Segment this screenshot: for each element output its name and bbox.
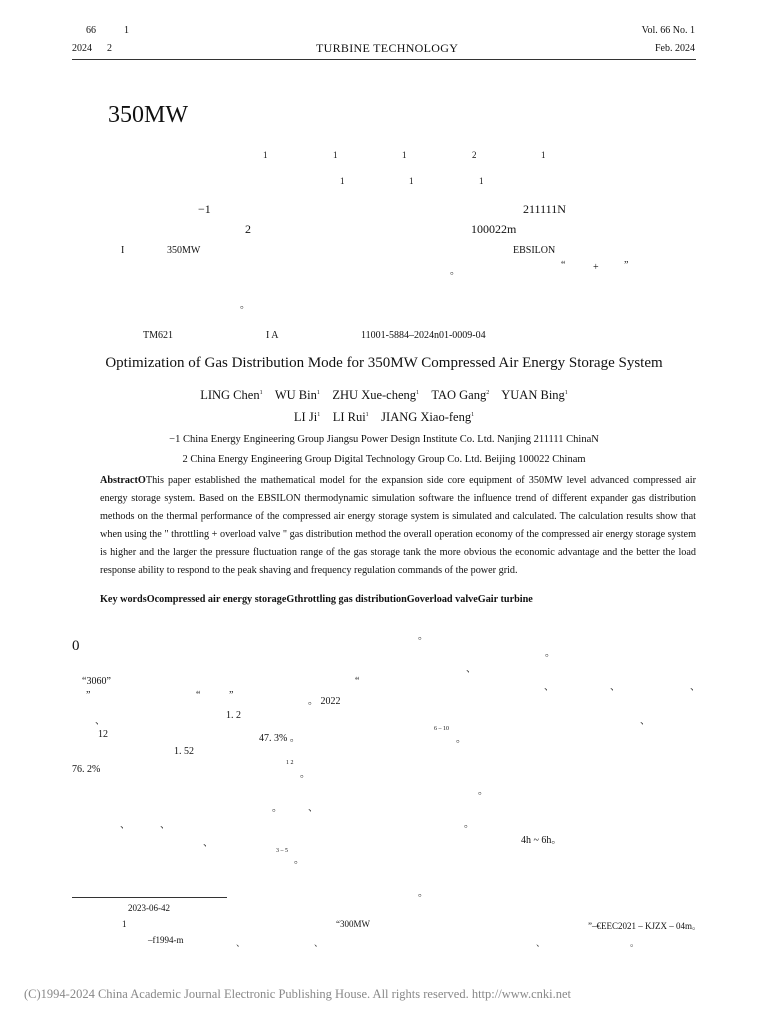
cn-affil-prefix: −1: [198, 202, 211, 216]
cn-author-sup: 1: [340, 176, 345, 186]
author-sup: 1: [316, 390, 320, 396]
body-frag: “: [355, 676, 360, 687]
author-name: ZHU Xue-cheng: [332, 388, 417, 402]
body-frag: “3060”: [82, 676, 111, 687]
header-rule: [72, 59, 696, 60]
author-sup: 1: [416, 390, 420, 396]
body-frag: 、: [95, 716, 105, 727]
en-affiliation-2: 2 China Energy Engineering Group Digital Technology Group Co. Ltd. Beijing 100022 Chinam: [182, 454, 586, 465]
footnote-born: –f1994-m: [148, 935, 184, 945]
footnote-frag: 、: [236, 938, 246, 948]
cn-abstract-frag: ”: [624, 260, 629, 271]
cn-author-sup: 1: [541, 150, 546, 160]
body-frag: 。 2022: [308, 696, 341, 707]
cn-abstract-frag: “: [561, 260, 566, 271]
body-frag: 、: [203, 838, 213, 849]
en-affiliation-1: −1 China Energy Engineering Group Jiangsu Power Design Institute Co. Ltd. Nanjing 211111 ChinaN: [169, 434, 599, 445]
author-name: LING Chen: [200, 388, 260, 402]
body-frag: “: [196, 690, 201, 701]
cn-author-sup: 1: [409, 176, 414, 186]
cn-author-sup: 1: [402, 150, 407, 160]
en-abstract: [100, 472, 696, 580]
abstract-label: AbstractO: [100, 475, 146, 486]
section-number: 0: [72, 638, 80, 654]
author-sup: 2: [486, 390, 490, 396]
cn-affil-num2: 2: [245, 222, 251, 236]
body-frag: 、: [308, 803, 318, 814]
footnote-project-code: ”–€EEC2021 – KJZX – 04m。: [588, 921, 701, 931]
cn-affil-postal2: 100022m: [471, 222, 517, 236]
cn-author-sup: 1: [479, 176, 484, 186]
body-frag: 。: [456, 734, 466, 745]
body-frag: 。: [545, 648, 555, 659]
cn-author-sup: 1: [263, 150, 268, 160]
footnote-frag: 、: [536, 938, 546, 948]
body-frag: 4h ~ 6h。: [521, 835, 562, 846]
footnote-num: 1: [122, 919, 127, 929]
en-authors-line2: [0, 410, 768, 425]
citation-ref: 3 – 5: [276, 848, 288, 854]
author-sup: 1: [564, 390, 568, 396]
journal-name: TURBINE TECHNOLOGY: [316, 41, 459, 55]
abstract-text: This paper established the mathematical model for the expansion side core equipment of 350MW level advanced compressed air energy storage system. Based on the EBSILON thermodynamic simulation software the influence trend of different expander gas distribution methods on the thermal performance of the compressed air energy storage system is simulated and calculated. The calculation results show that when using the " throttling + overload valve " gas distribution method the overall operation economy of the compressed air energy storage system is higher and the larger the pressure fluctuation range of the gas storage tank the more obvious the economic advantage and the better the load response ability to respond to the peak shaving and frequency regulation commands of the power grid.: [100, 475, 696, 576]
clc-number: TM621: [143, 330, 173, 341]
footnote-project: “300MW: [336, 919, 370, 929]
author-sup: 1: [259, 390, 263, 396]
footnote-rule: [72, 897, 227, 898]
body-frag: 。: [294, 855, 304, 866]
keywords-text: compressed air energy storageGthrottling gas distributionGoverload valveGair turbine: [154, 594, 533, 605]
document-code: I A: [266, 330, 279, 341]
footnote-frag: 、: [314, 938, 324, 948]
cn-abstract-frag: 350MW: [167, 245, 201, 256]
body-frag: 、: [640, 716, 650, 727]
author-name: LI Rui: [332, 410, 366, 424]
body-frag: 、: [610, 682, 620, 693]
body-frag: 47. 3% 。: [259, 733, 300, 744]
body-frag: 。: [464, 819, 474, 830]
footnote-frag: 。: [630, 938, 640, 948]
header-date-en: Feb. 2024: [655, 43, 695, 54]
en-authors-line1: [0, 388, 768, 403]
author-name: LI Ji: [293, 410, 318, 424]
body-frag: 。: [300, 769, 310, 780]
cn-title: 350MW: [108, 102, 188, 128]
body-frag: ”: [86, 690, 91, 701]
body-frag: 。: [272, 803, 282, 814]
body-frag: 、: [160, 820, 170, 831]
header-year: 2024: [72, 43, 92, 54]
body-frag: 、: [544, 682, 554, 693]
footnote-date: 2023-06-42: [128, 903, 170, 913]
body-frag: 、: [466, 664, 476, 675]
header-month: 2: [107, 43, 112, 54]
en-title: Optimization of Gas Distribution Mode for 350MW Compressed Air Energy Storage System: [105, 355, 663, 371]
citation-ref: 6 – 10: [434, 726, 449, 732]
body-frag: ”: [229, 690, 234, 701]
body-frag: 。: [418, 888, 428, 899]
body-frag: 12: [98, 729, 108, 740]
body-frag: 。: [418, 631, 428, 642]
cn-abstract-frag: I: [121, 245, 125, 256]
body-frag: 1. 52: [174, 746, 194, 757]
cn-author-sup: 2: [472, 150, 477, 160]
body-frag: 、: [120, 820, 130, 831]
header-issue: 1: [124, 25, 129, 36]
keywords: [100, 594, 533, 605]
keywords-label: Key wordsO: [100, 594, 155, 605]
author-name: JIANG Xiao-feng: [381, 410, 472, 424]
author-sup: 1: [317, 412, 321, 418]
author-name: WU Bin: [274, 388, 317, 402]
header-volume-en: Vol. 66 No. 1: [641, 25, 695, 36]
copyright-footer: (C)1994-2024 China Academic Journal Electronic Publishing House. All rights reserved. http://www.cnki.net: [24, 987, 572, 1001]
author-sup: 1: [471, 412, 475, 418]
article-id: 11001-5884–2024n01-0009-04: [361, 330, 486, 341]
cn-author-sup: 1: [333, 150, 338, 160]
author-name: TAO Gang: [431, 388, 487, 402]
author-name: YUAN Bing: [501, 388, 565, 402]
cn-abstract-frag: 。: [450, 266, 460, 277]
header-volume: 66: [86, 25, 96, 36]
cn-abstract-frag: EBSILON: [513, 245, 556, 256]
body-frag: 76. 2%: [72, 764, 101, 775]
citation-ref: 1 2: [286, 760, 294, 766]
cn-abstract-frag: +: [593, 262, 599, 273]
body-frag: 。: [478, 786, 488, 797]
cn-abstract-frag: 。: [240, 300, 250, 311]
author-sup: 1: [365, 412, 369, 418]
body-frag: 、: [690, 682, 700, 693]
body-frag: 1. 2: [226, 710, 241, 721]
cn-affil-postal1: 211111N: [523, 202, 566, 216]
